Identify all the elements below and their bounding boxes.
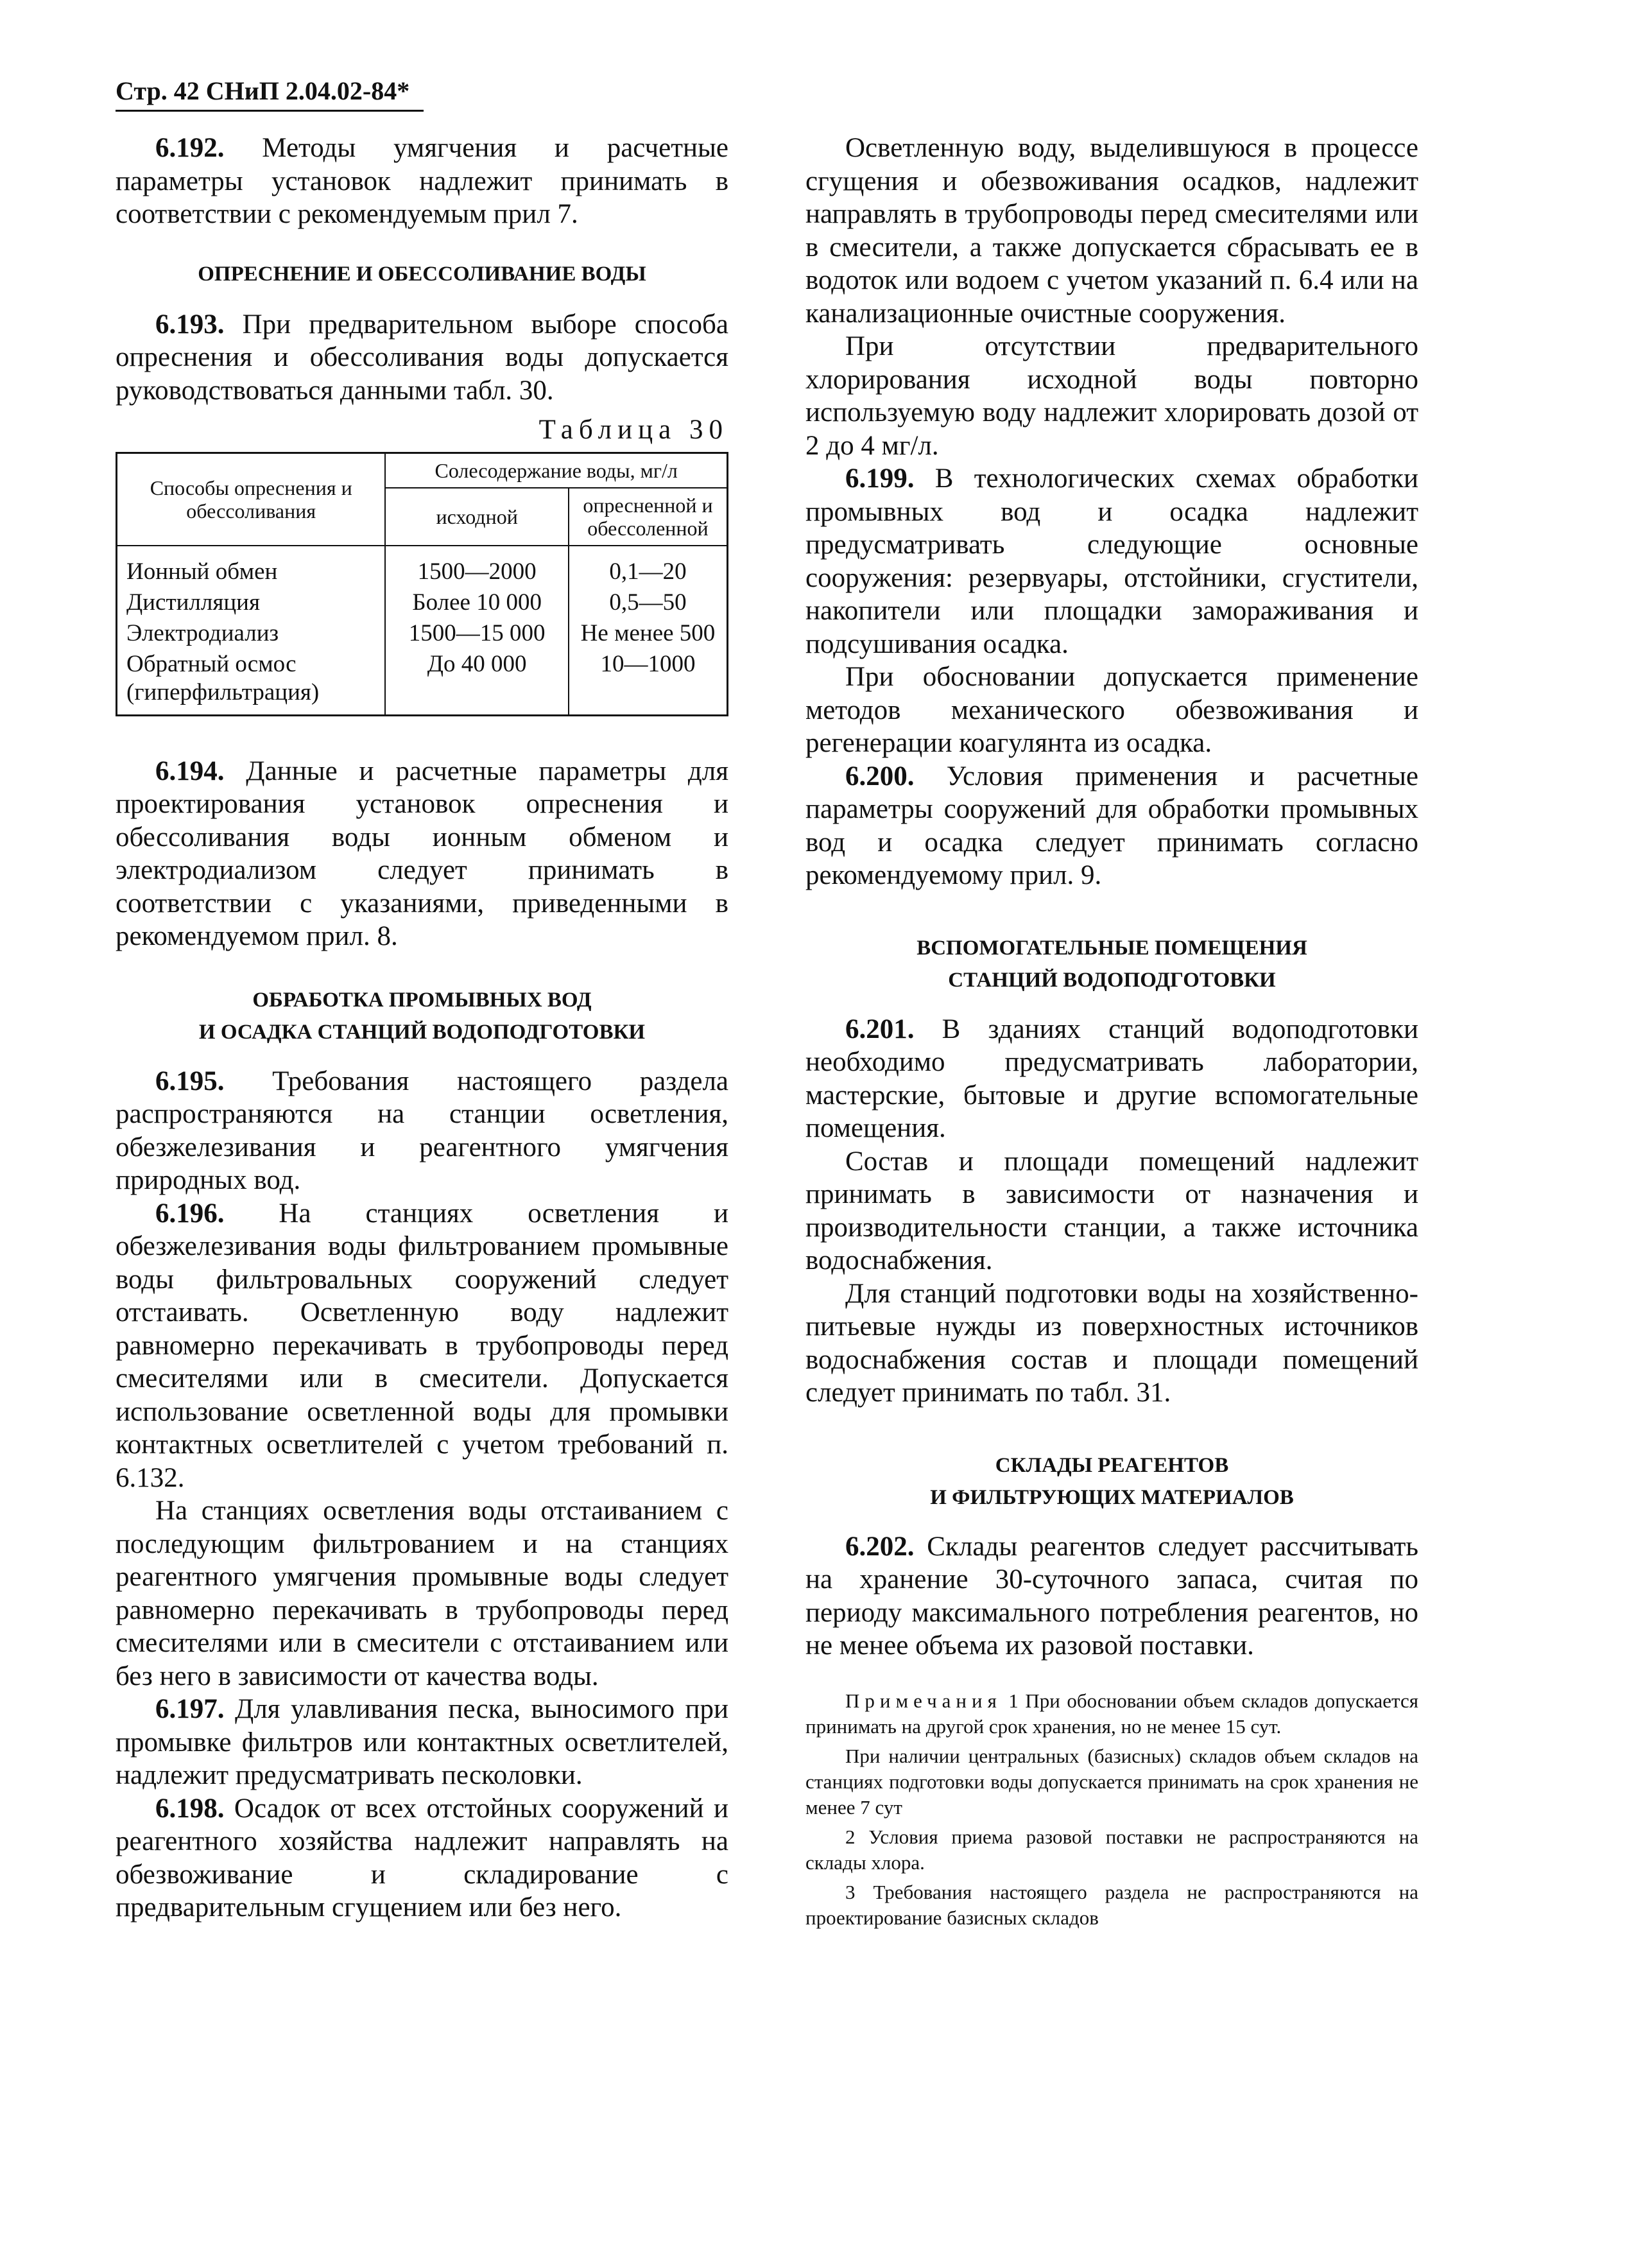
note-2: 2 Условия приема разовой поставки не распространяются на склады хлора.: [805, 1825, 1418, 1874]
cell-desalted: 0,1—20: [569, 546, 728, 587]
paragraph-6-196-continued: На станциях осветления воды отстаиванием с последующим фильтрованием и на станциях реагентного умягчения промывные воды следует равномерно перекачивать в трубопроводы перед смесителями или в смесители с отстаиванием или без него в зависимости от качества воды.: [116, 1496, 728, 1691]
clause-text: Условия применения и расчетные параметры сооружений для обработки промывных вод и осадка следует принимать согласно рекомендуемому прил. 9.: [805, 761, 1418, 890]
note-1: [805, 1688, 1418, 1740]
clause-text: В технологических схемах обработки промывных вод и осадка надлежит предусматривать следующие основные сооружения: резервуары, отстойники, сгустители, накопители или площадки замораживания и подсушивания осадка.: [805, 463, 1418, 659]
clause-text: Склады реагентов следует рассчитывать на хранение 30-суточного запаса, считая по периоду максимального потребления реагентов, но не менее объема их разовой поставки.: [805, 1531, 1419, 1661]
clause-number: 6.194.: [155, 756, 225, 786]
paragraph-6-201-composition: Состав и площади помещений надлежит принимать в зависимости от назначения и производительности станции, а также источника водоснабжения.: [805, 1146, 1418, 1275]
section-heading-auxiliary-line-1: ВСПОМОГАТЕЛЬНЫЕ ПОМЕЩЕНИЯ: [916, 936, 1307, 960]
clause-number: 6.201.: [845, 1014, 915, 1044]
section-heading-wash-water-line-1: ОБРАБОТКА ПРОМЫВНЫХ ВОД: [252, 988, 592, 1012]
clause-number: 6.196.: [155, 1198, 225, 1229]
cell-desalted: Не менее 500: [569, 618, 728, 649]
paragraph-6-200: [805, 760, 1418, 892]
paragraph-6-198-continued: Осветленную воду, выделившуюся в процессе сгущения и обезвоживания осадков, надлежит направлять в трубопроводы перед смесителями или в смесители, а также допускается сбрасывать ее в водоток или водоем с учетом указаний п. 6.4 или на канализационные очистные сооружения.: [805, 133, 1418, 329]
col-header-source: исходной: [385, 488, 569, 546]
section-heading-storage-line-1: СКЛАДЫ РЕАГЕНТОВ: [995, 1453, 1229, 1477]
table-row: [117, 546, 728, 587]
section-heading-storage-line-2: И ФИЛЬТРУЮЩИХ МАТЕРИАЛОВ: [930, 1485, 1294, 1509]
clause-number: 6.199.: [845, 463, 915, 494]
section-heading-desalination: ОПРЕСНЕНИЕ И ОБЕССОЛИВАНИЕ ВОДЫ: [198, 262, 646, 286]
paragraph-6-192: [116, 132, 728, 231]
cell-method: Обратный осмос (гиперфильтрация): [117, 649, 386, 716]
paragraph-6-196: [116, 1197, 728, 1495]
clause-text: Требования настоящего раздела распространяются на станции осветления, обезжелезивания и реагентного умягчения природных вод.: [116, 1066, 728, 1195]
cell-source: 1500—2000: [385, 546, 569, 587]
paragraph-6-193: [116, 308, 728, 408]
table-row: [117, 587, 728, 618]
paragraph-6-197: [116, 1693, 728, 1792]
col-header-salt: Солесодержание воды, мг/л: [385, 453, 727, 488]
paragraph-6-199-continued: При обосновании допускается применение методов механического обезвоживания и регенерации коагулянта из осадка.: [805, 662, 1418, 758]
cell-desalted: 10—1000: [569, 649, 728, 716]
col-header-desalted: опресненной и обессоленной: [569, 488, 728, 546]
cell-desalted: 0,5—50: [569, 587, 728, 618]
clause-text: Данные и расчетные параметры для проектирования установок опреснения и обессоливания воды ионным обменом и электродиализом следует принимать в соответствии с указаниями, приведенными в рекомендуемом прил. 8.: [116, 756, 729, 951]
note-text: 1 При обосновании объем складов допускается принимать на другой срок хранения, но не менее 15 сут.: [805, 1689, 1419, 1738]
paragraph-6-201: [805, 1013, 1418, 1145]
clause-text: В зданиях станций водоподготовки необходимо предусматривать лаборатории, мастерские, бытовые и другие вспомогательные помещения.: [805, 1014, 1419, 1143]
clause-number: 6.200.: [845, 761, 915, 791]
paragraph-6-199: [805, 462, 1418, 661]
clause-number: 6.192.: [155, 133, 225, 163]
notes-block: [805, 1688, 1418, 1931]
cell-source: До 40 000: [385, 649, 569, 716]
clause-number: 6.193.: [155, 309, 225, 340]
left-column: [116, 132, 728, 1924]
page-header: Стр. 42 СНиП 2.04.02-84*: [116, 76, 424, 112]
cell-method: Электродиализ: [117, 618, 386, 649]
clause-number: 6.198.: [155, 1793, 225, 1824]
note-1-continued: При наличии центральных (базисных) складов объем складов на станциях подготовки воды допускается принимать на срок хранения не менее 7 сут: [805, 1744, 1418, 1819]
table-label: Таблица 30: [538, 415, 728, 445]
clause-text: Методы умягчения и расчетные параметры установок надлежит принимать в соответствии с рекомендуемым прил 7.: [116, 133, 728, 229]
table-row: [117, 618, 728, 649]
cell-source: Более 10 000: [385, 587, 569, 618]
section-heading-wash-water-line-2: И ОСАДКА СТАНЦИЙ ВОДОПОДГОТОВКИ: [198, 1020, 646, 1044]
paragraph-6-198: [116, 1792, 728, 1924]
col-header-method: Способы опреснения и обессоливания: [117, 453, 386, 546]
table-30: [116, 452, 728, 716]
paragraph-6-198-chlorination: При отсутствии предварительного хлорирования исходной воды повторно используемую воду надлежит хлорировать дозой от 2 до 4 мг/л.: [805, 331, 1418, 461]
paragraph-6-195: [116, 1065, 728, 1197]
right-column: [805, 132, 1418, 1931]
cell-source: 1500—15 000: [385, 618, 569, 649]
clause-text: Для улавливания песка, выносимого при промывке фильтров или контактных осветлителей, надлежит предусматривать песколовки.: [116, 1694, 729, 1790]
note-3: 3 Требования настоящего раздела не распространяются на проектирование базисных складов: [805, 1880, 1418, 1929]
table-row: [117, 649, 728, 716]
notes-label: Примечания: [845, 1689, 1002, 1712]
clause-number: 6.195.: [155, 1066, 225, 1096]
cell-method: Дистилляция: [117, 587, 386, 618]
section-heading-auxiliary-line-2: СТАНЦИЙ ВОДОПОДГОТОВКИ: [948, 968, 1276, 992]
clause-number: 6.202.: [845, 1531, 915, 1562]
clause-text: При предварительном выборе способа опреснения и обессоливания воды допускается руководствоваться данными табл. 30.: [116, 309, 729, 406]
paragraph-6-202: [805, 1530, 1418, 1663]
paragraph-6-194: [116, 755, 728, 953]
paragraph-6-201-surface-sources: Для станций подготовки воды на хозяйственно-питьевые нужды из поверхностных источников водоснабжения состав и площади помещений следует принимать по табл. 31.: [805, 1278, 1418, 1408]
clause-number: 6.197.: [155, 1694, 225, 1724]
clause-text: На станциях осветления и обезжелезивания воды фильтрованием промывные воды фильтровальных сооружений следует отстаивать. Осветленную воду надлежит равномерно перекачивать в трубопроводы перед смесителями или в смесители. Допускается использование осветленной воды для промывки контактных осветлителей с учетом требований п. 6.132.: [116, 1198, 728, 1493]
cell-method: Ионный обмен: [117, 546, 386, 587]
clause-text: Осадок от всех отстойных сооружений и реагентного хозяйства надлежит направлять на обезвоживание и складирование с предварительным сгущением или без него.: [116, 1793, 729, 1923]
